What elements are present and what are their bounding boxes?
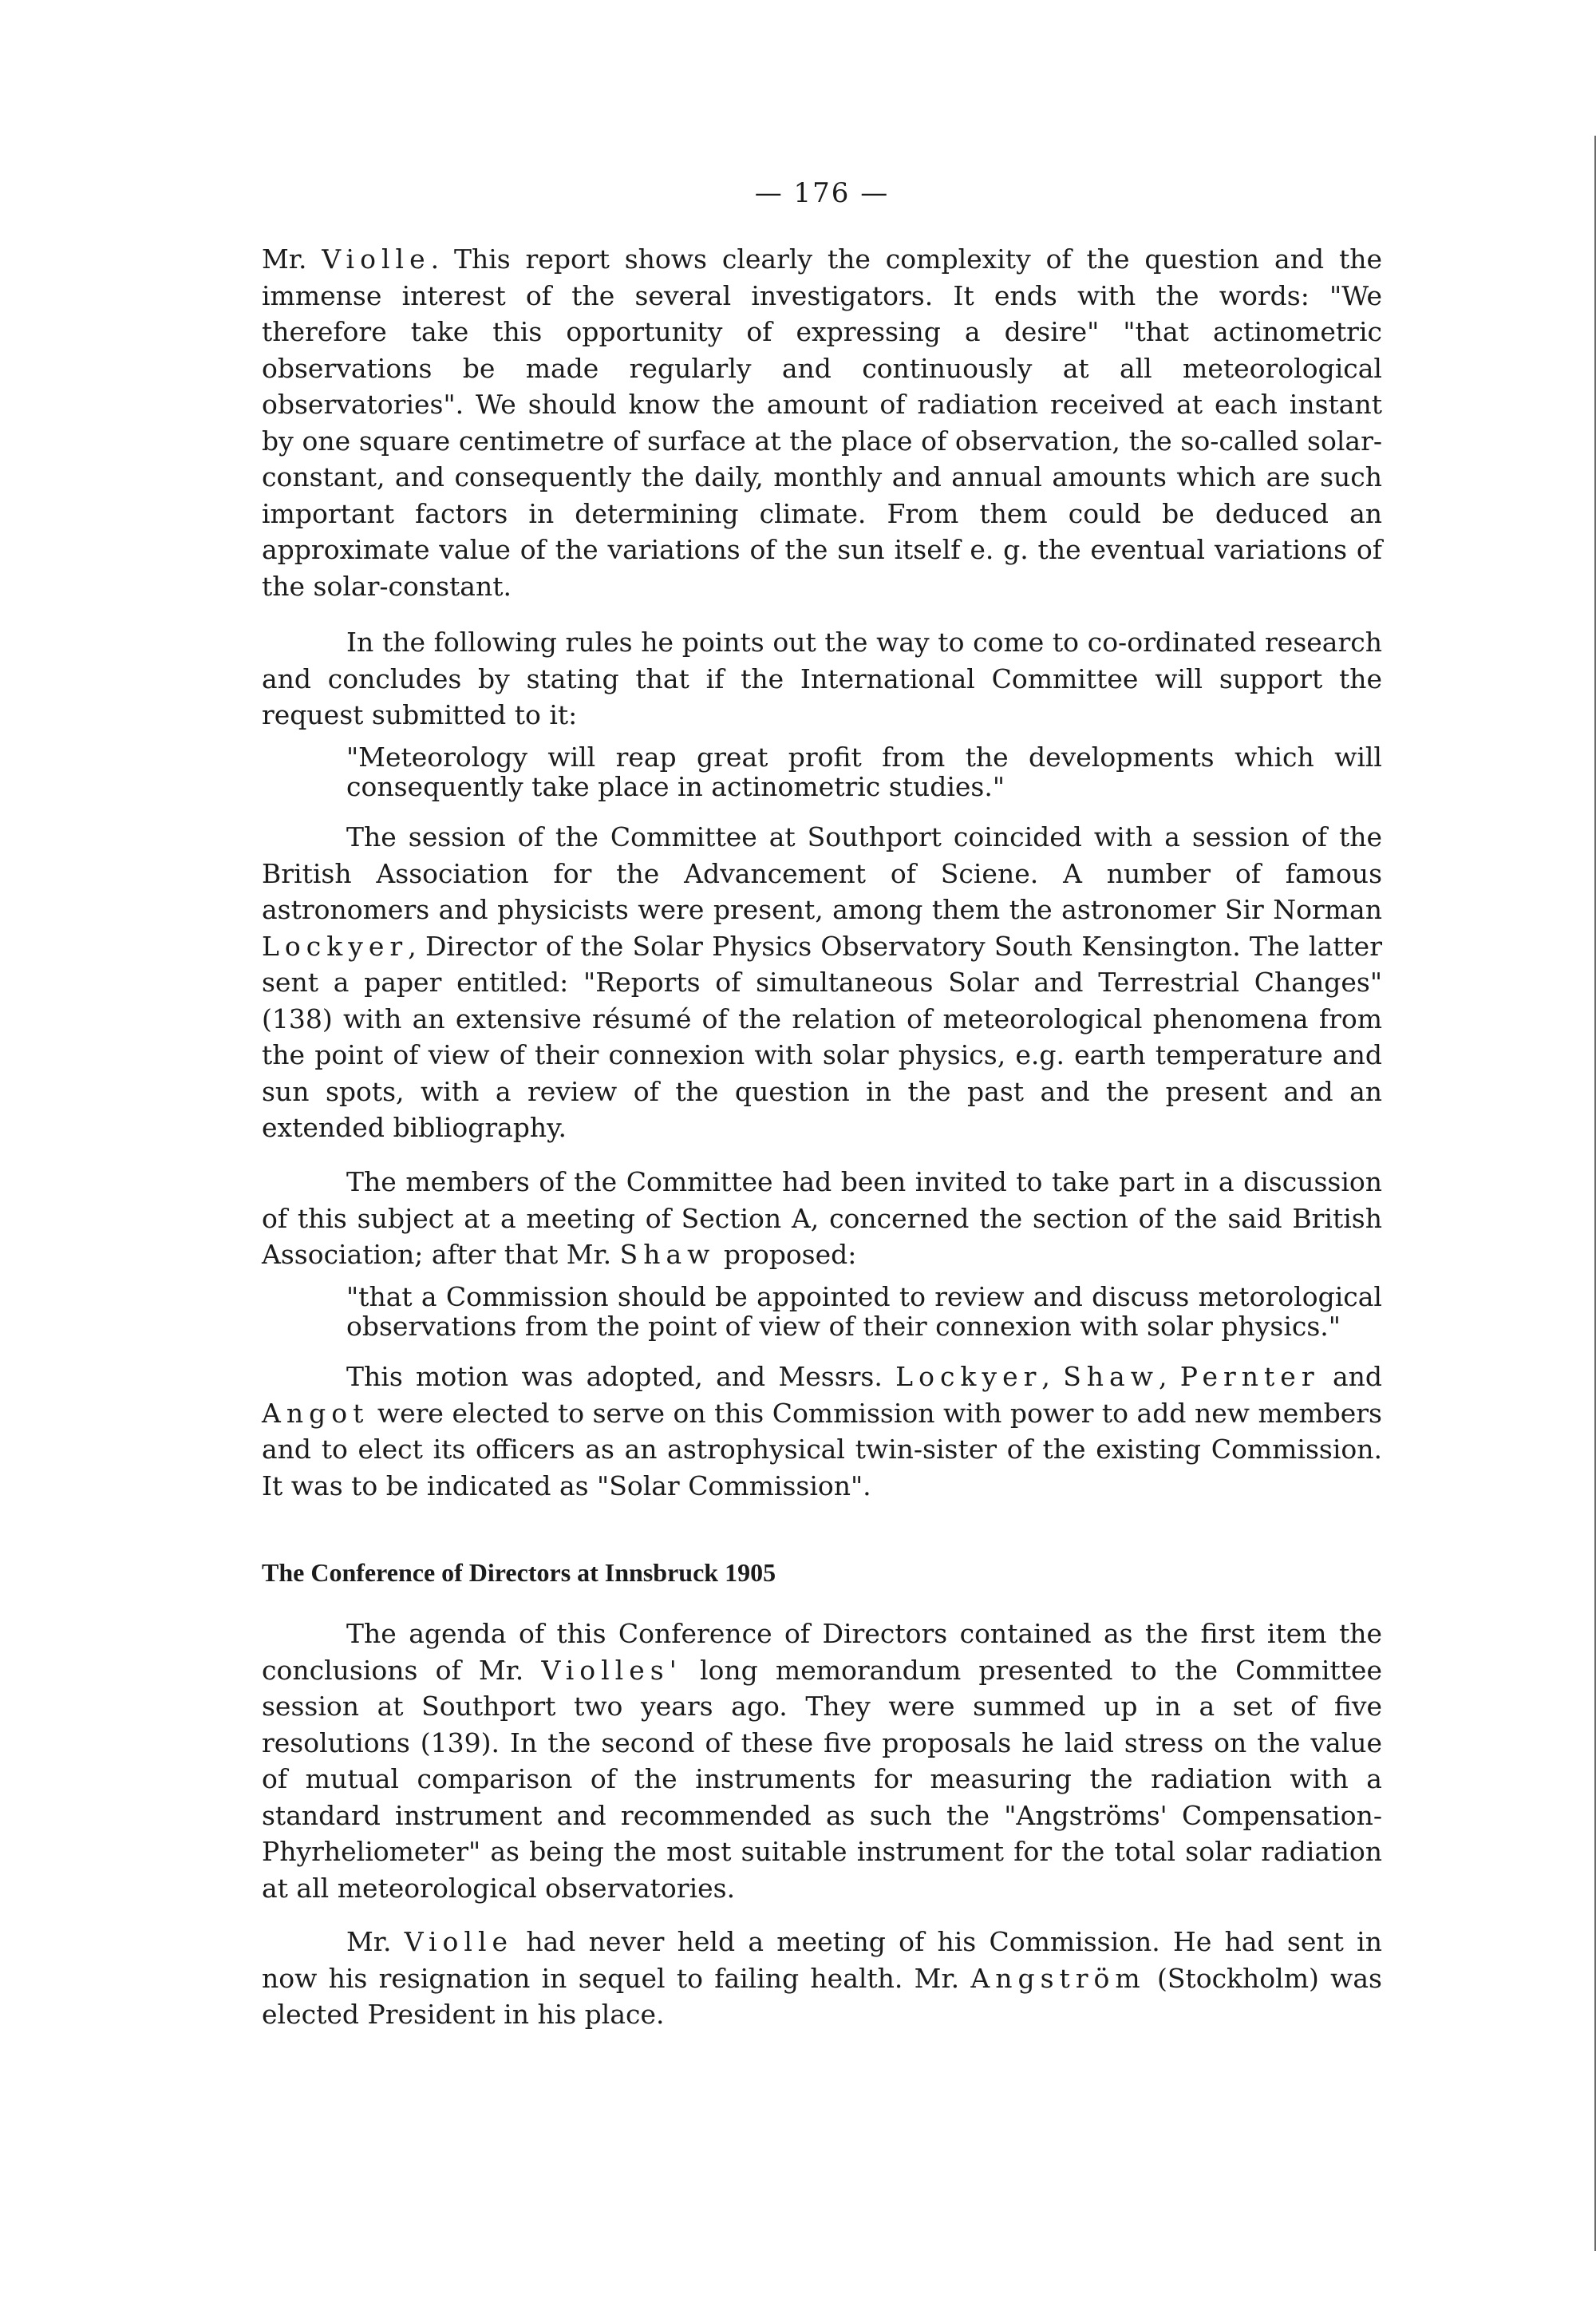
p5-text-1: This motion was adopted, and Messrs. — [346, 1361, 883, 1392]
paragraph-violle-resignation — [262, 1924, 1382, 2033]
p4-text-2: proposed: — [723, 1239, 857, 1270]
paragraph-innsbruck-agenda — [262, 1616, 1382, 1906]
paragraph-motion-adopted: This motion was adopted, and Messrs. Lockyer, Shaw, Pernter and Angot were elected to serve on this Commission with power to add new members and to elect its officers as an astrophysical twin-sister of the existing Commission. It was to be indicated as "Solar Commission". — [262, 1361, 1382, 1501]
name-lockyer-2: Lockyer — [895, 1361, 1042, 1392]
name-pernter: Pernter — [1179, 1361, 1320, 1392]
name-lockyer: Lockyer — [262, 930, 409, 962]
paragraph-section-a-discussion — [262, 1164, 1382, 1273]
p4-text-1: The members of the Committee had been invited to take part in a discussion of this subject at a meeting of Section A, concerned the section of the said British Association; after that Mr. — [262, 1166, 1382, 1270]
name-angot: Angot — [262, 1397, 369, 1429]
p7-text-2: (Stockholm) was elected President in his place. — [262, 1962, 1382, 2030]
name-shaw-2: Shaw — [1063, 1361, 1159, 1392]
p5-and: and — [1332, 1361, 1382, 1392]
p1-text: . This report shows clearly the complexity of the question and the immense interest of the several investigators. It ends with the words: "We therefore take this opportunity of expressing a desire" "that actinometric observations be made regularly and continuously at all meteorological observatories". We should know the amount of radiation received at each instant by one square centimetre of surface at the place of observation, the so-called solar-constant, and consequently the daily, monthly and annual amounts which are such important factors in determining climate. From them could be deduced an approximate value of the variations of the sun itself e. g. the eventual variations of the solar-constant. — [262, 243, 1382, 602]
name-violles: Violles' — [541, 1654, 682, 1686]
p3-text-2: , Director of the Solar Physics Observatory South Kensington. The latter sent a paper entitled: "Reports of simultaneous Solar and Terrestrial Changes" (138) with an extensive résumé of the relation of meteorological phenomena from the point of view of their connexion with solar physics, e.g. earth temperature and sun spots, with a review of the question in the past and the present and an extended bibliography. — [262, 930, 1382, 1143]
p6-text-2: long memorandum presented to the Committee session at Southport two years ago. They were summed up in a set of five resolutions (139). In the second of these five proposals he laid stress on the value of mutual comparison of the instruments for measuring the radiation with a standard instrument and recommended as such the "Angströms' Compensation-Phyrheliometer" as being the most suitable instrument for the total solar radiation at all meteorological observatories. — [262, 1654, 1382, 1904]
paragraph-following-rules — [262, 624, 1382, 734]
p2-text: In the following rules he points out the way to come to co-ordinated research and concludes by stating that if the International Committee will support the request submitted to it: — [262, 627, 1382, 730]
p5-text-2: were elected to serve on this Commission with power to add new members and to elect its officers as an astrophysical twin-sister of the existing Commission. It was to be indicated as "Solar Commission". — [262, 1397, 1382, 1501]
p1-prefix: Mr. — [262, 243, 307, 275]
section-heading-innsbruck: The Conference of Directors at Innsbruck 1905 — [262, 1558, 776, 1587]
name-shaw: Shaw — [619, 1239, 716, 1270]
quote-meteorology: "Meteorology will reap great profit from the developments which will consequently take place in actinometric studies." — [346, 742, 1382, 802]
quote-commission-proposal: "that a Commission should be appointed to review and discuss metorological observations from the point of view of their connexion with solar physics." — [346, 1281, 1382, 1342]
p7-prefix: Mr. — [346, 1926, 392, 1957]
name-angstrom: Angström — [970, 1962, 1146, 1994]
p3-text-1: The session of the Committee at Southport coincided with a session of the British Association for the Advancement of Sciene. A number of famous astronomers and physicists were present, among them the astronomer Sir Norman — [262, 821, 1382, 925]
page-number: — 176 — — [754, 177, 890, 209]
p6-text-1: The agenda of this Conference of Directors contained as the first item the conclusions of Mr. — [262, 1618, 1382, 1686]
name-violle-2: Violle — [404, 1926, 514, 1957]
paragraph-violle-report — [262, 241, 1382, 604]
paragraph-southport-session — [262, 819, 1382, 1146]
p7-text-1: had never held a meeting of his Commission. He had sent in now his resignation in sequel to failing health. Mr. — [262, 1926, 1382, 1994]
name-violle: Violle — [322, 243, 431, 275]
